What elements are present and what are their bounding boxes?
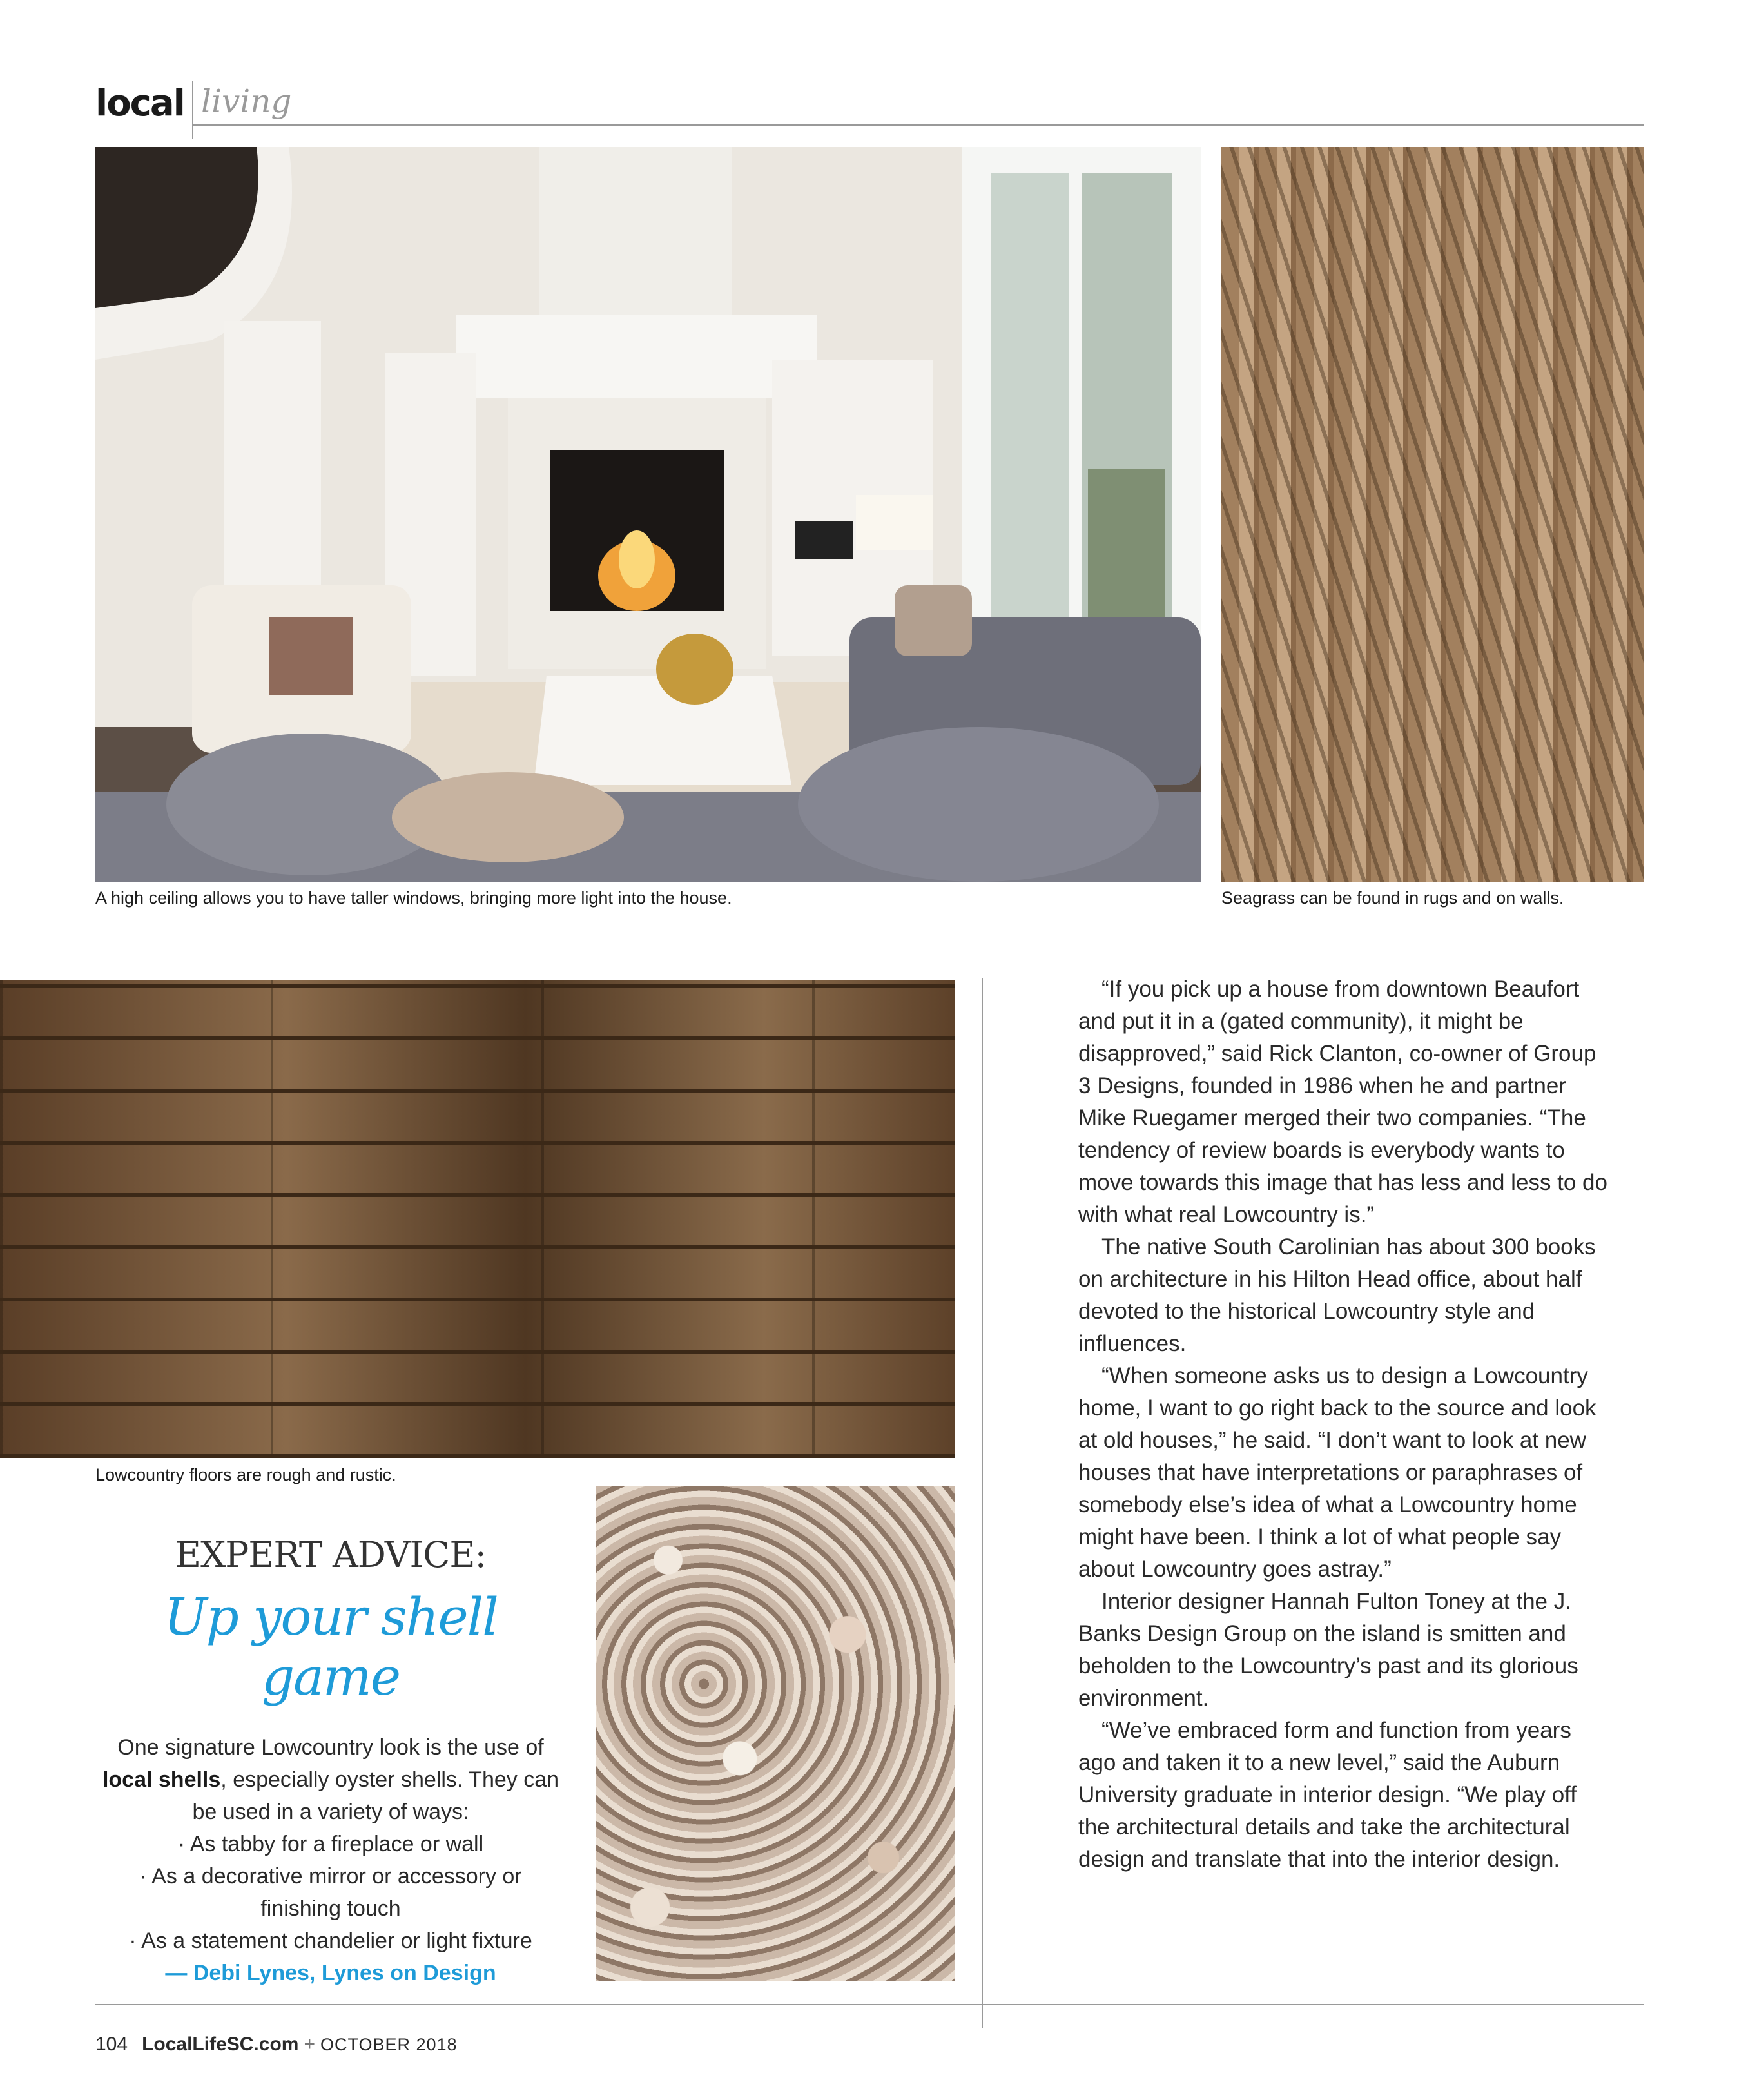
- wood-floor-caption: Lowcountry floors are rough and rustic.: [95, 1465, 396, 1484]
- sidebar-bullet: · As a decorative mirror or accessory or finishing touch: [139, 1864, 522, 1921]
- sidebar-intro-before: One signature Lowcountry look is the use of: [117, 1735, 544, 1760]
- sidebar-intro-bold: local shells: [102, 1767, 221, 1792]
- living-room-illustration: [95, 147, 1201, 882]
- article-paragraph: “If you pick up a house from downtown Beaufort and put it in a (gated community), it might be disapproved,” said Rick Clanton, co-owner of Group 3 Designs, founded in 1986 when he and partner Mike Ruegamer merged their two companies. “The tendency of review boards is everybody wants to move towards this image that has less and less to do with what real Lowcountry is.”: [1078, 977, 1607, 1227]
- article-paragraph: The native South Carolinian has about 300 books on architecture in his Hilton Head office, about half devoted to the historical Lowcountry style and influences.: [1078, 1234, 1596, 1356]
- shells-photo: [596, 1486, 955, 1981]
- header-rule: [193, 124, 1644, 126]
- subsection-label: living: [201, 83, 292, 120]
- seagrass-caption: Seagrass can be found in rugs and on walls.: [1221, 888, 1564, 908]
- sidebar-credit: — Debi Lynes, Lynes on Design: [165, 1961, 496, 1985]
- sidebar-body: [95, 1731, 566, 1989]
- sidebar-intro-after: , especially oyster shells. They can be used in a variety of ways:: [192, 1767, 559, 1824]
- living-room-photo: [95, 147, 1201, 882]
- header-divider: [192, 81, 193, 139]
- page-number: 104: [95, 2034, 128, 2055]
- sidebar-bullet: · As a statement chandelier or light fixture: [129, 1929, 532, 1953]
- sidebar-bullet: · As tabby for a fireplace or wall: [177, 1832, 484, 1856]
- section-logo: local: [95, 83, 184, 124]
- footer: [95, 2034, 458, 2056]
- footer-rule: [95, 2004, 1644, 2005]
- footer-separator: +: [304, 2034, 315, 2055]
- sidebar-title: Up your shell game: [164, 1587, 498, 1707]
- article-paragraph: “When someone asks us to design a Lowcountry home, I want to go right back to the source and look at old houses,” he said. “I don’t want to look at new houses that have interpretations or paraphrases of somebody else’s idea of what a Lowcountry home might have been. I think a lot of what people say about Lowcountry goes astray.”: [1078, 1363, 1596, 1582]
- article-paragraph: Interior designer Hannah Fulton Toney at the J. Banks Design Group on the island is smitten and beholden to the Lowcountry’s past and its glorious environment.: [1078, 1589, 1578, 1711]
- footer-date: OCTOBER 2018: [320, 2035, 458, 2054]
- column-divider: [982, 978, 983, 2028]
- footer-site[interactable]: LocalLifeSC.com: [142, 2034, 299, 2055]
- article-body: [1078, 973, 1613, 1876]
- sidebar-kicker: EXPERT ADVICE:: [175, 1534, 487, 1575]
- article-paragraph: “We’ve embraced form and function from years ago and taken it to a new level,” said the Auburn University graduate in interior design. “We play off the architectural details and take the architectural design and translate that into the interior design.: [1078, 1718, 1577, 1872]
- wood-floor-photo: [0, 980, 955, 1458]
- seagrass-photo: [1221, 147, 1644, 882]
- living-room-caption: A high ceiling allows you to have taller windows, bringing more light into the house.: [95, 888, 732, 908]
- expert-advice-sidebar: [95, 1534, 566, 1989]
